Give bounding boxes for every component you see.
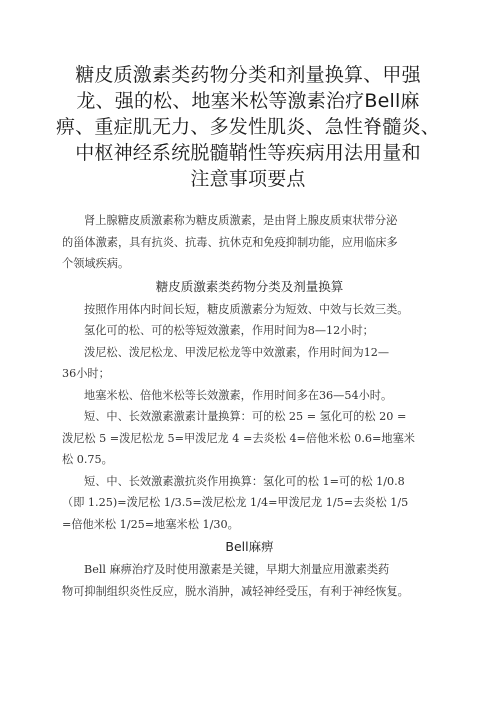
text-line: 短、中、长效激素激抗炎作用换算：氢化可的松 1=可的松 1/0.8: [84, 474, 405, 488]
text-line: 物可抑制组织炎性反应，脱水消肿，减轻神经受压，有利于神经恢复。: [62, 584, 409, 598]
document-title: [40, 62, 456, 192]
document-body: [62, 210, 437, 602]
text-line: Bell 麻痹治疗及时使用激素是关键，早期大剂量应用激素类药: [84, 563, 390, 576]
text-line: 地塞米松、倍他米松等长效激素，作用时间多在36—54小时。: [84, 388, 393, 402]
text-line: 短、中、长效激素激素计量换算：可的松 25 = 氢化可的松 20 =: [84, 410, 407, 423]
title-line: 龙、强的松、地塞米松等激素治疗Bell麻: [76, 90, 420, 112]
paragraph-dose-conversion: [62, 406, 437, 471]
text-line: 松 0.75。: [62, 453, 113, 466]
text-line: =倍他米松 1/25=地塞米松 1/30。: [62, 517, 239, 531]
section-heading-bell-palsy: Bell麻痹: [225, 539, 274, 554]
section-heading-dosage: 糖皮质激素类药物分类及剂量换算: [155, 278, 344, 294]
title-line: 糖皮质激素类药物分类和剂量换算、甲强: [75, 64, 421, 86]
intro-line: 的甾体激素，具有抗炎、抗毒、抗休克和免疫抑制功能，应用临床多: [62, 235, 398, 249]
paragraph-bell-palsy: [62, 559, 437, 602]
text-line: （即 1.25)=泼尼松 1/3.5=泼尼松龙 1/4=甲泼尼龙 1/5=去炎松 1/5: [62, 496, 409, 509]
title-line: 注意事项要点: [190, 168, 306, 190]
intro-paragraph: [62, 210, 437, 275]
title-line: 中枢神经系统脱髓鞘性等疾病用法用量和: [75, 142, 421, 164]
intro-line: 肾上腺糖皮质激素称为糖皮质激素，是由肾上腺皮质束状带分泌: [84, 214, 398, 227]
text-line: 泼尼松、泼尼松龙、甲泼尼松龙等中效激素，作用时间为12—: [84, 345, 390, 359]
paragraph-short-acting: [62, 320, 437, 342]
text-line: 泼尼松 5 =泼尼松龙 5=甲泼尼龙 4 =去炎松 4=倍他米松 0.6=地塞米: [62, 431, 415, 445]
text-line: 按照作用体内时间长短，糖皮质激素分为短效、中效与长效三类。: [84, 302, 409, 316]
intro-line: 个领域疾病。: [62, 257, 130, 270]
text-line: 氢化可的松、可的松等短效激素，作用时间为8—12小时；: [84, 324, 374, 337]
title-line: 痹、重症肌无力、多发性肌炎、急性脊髓炎、: [55, 116, 440, 138]
text-line: 36小时；: [62, 367, 110, 380]
paragraph-medium-acting: [62, 342, 437, 385]
paragraph-long-acting: [62, 385, 437, 407]
paragraph-anti-inflammatory-conversion: [62, 471, 437, 536]
paragraph-classification: [62, 299, 437, 321]
